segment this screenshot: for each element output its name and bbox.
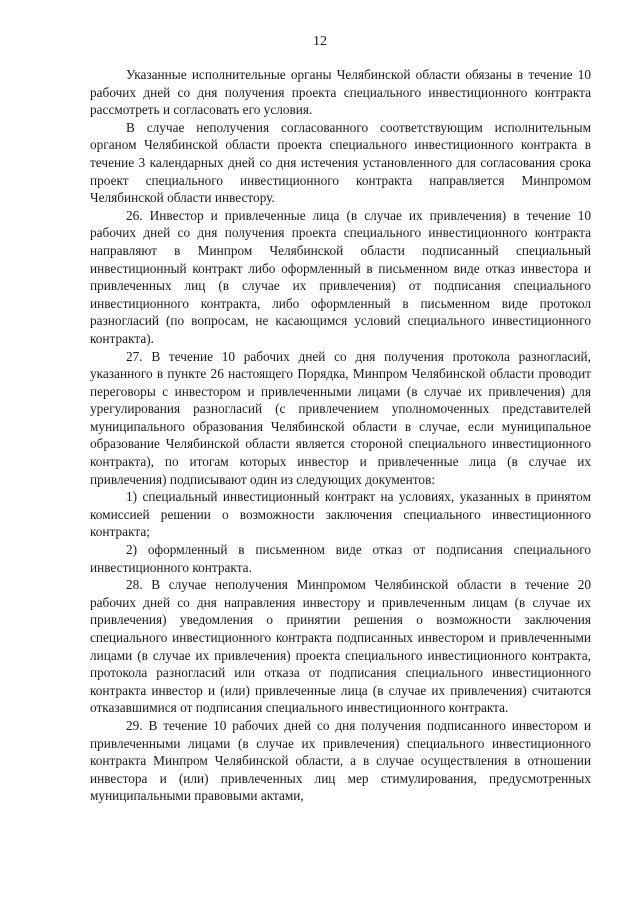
paragraph-27-item-2: 2) оформленный в письменном виде отказ от подписания специального инвестиционного контракта. [90,542,591,575]
page-number: 12 [313,34,327,49]
paragraph-27-item-1: 1) специальный инвестиционный контракт на условиях, указанных в принятом комиссией решении о возможности заключения специального инвестиционного контракта; [90,489,591,540]
paragraph-29: 29. В течение 10 рабочих дней со дня получения подписанного инвестором и привлеченными лицами (в случае их привлечения) специального инвестиционного контракта Минпром Челябинской области, а в случае осуществления в отношении инвестора и (или) привлеченных лиц мер стимулирования, предусмотренных муниципальными правовыми актами, [90,717,591,804]
paragraph-27: 27. В течение 10 рабочих дней со дня получения протокола разногласий, указанного в пункте 26 настоящего Порядка, Минпром Челябинской области проводит переговоры с инвестором и привлеченными лицами (в случае их привлечения) для урегулирования разногласий (с привлечением уполномоченных представителей муниципального образования Челябинской области в случае, если муниципальное образование Челябинской области является стороной специального инвестиционного контракта), по итогам которых инвестор и привлеченные лица (в случае их привлечения) подписывают один из следующих документов: [90,348,591,487]
paragraph-non-receipt-of-approval: В случае неполучения согласованного соответствующим исполнительным органом Челябинской области проекта специального инвестиционного контракта в течение 3 календарных дней со дня истечения установленного для согласования срока проект специального инвестиционного контракта направляется Минпромом Челябинской области инвестору. [90,119,591,206]
paragraph-26: 26. Инвестор и привлеченные лица (в случае их привлечения) в течение 10 рабочих дней со дня получения проекта специального инвестиционного контракта направляют в Минпром Челябинской области подписанный специальный инвестиционный контракт либо оформленный в письменном виде отказ инвестора и привлеченных лиц (в случае их привлечения) от подписания специального инвестиционного контракта, либо оформленный в письменном виде протокол разногласий (по вопросам, не касающимся условий специального инвестиционного контракта). [90,207,591,346]
paragraph-28: 28. В случае неполучения Минпромом Челябинской области в течение 20 рабочих дней со дня направления инвестору и привлеченным лицам (в случае их привлечения) уведомления о принятии решения о возможности заключения специального инвестиционного контракта подписанных инвестором и привлеченными лицами (в случае их привлечения) проекта специального инвестиционного контракта, протокола разногласий или отказа от подписания специального инвестиционного контракта инвестор и (или) привлеченные лица (в случае их привлечения) считаются отказавшимися от подписания специального инвестиционного контракта. [90,577,591,716]
paragraph-executive-bodies-approval: Указанные исполнительные органы Челябинской области обязаны в течение 10 рабочих дней со дня получения проекта специального инвестиционного контракта рассмотреть и согласовать его условия. [90,67,591,118]
document-body [90,66,591,805]
